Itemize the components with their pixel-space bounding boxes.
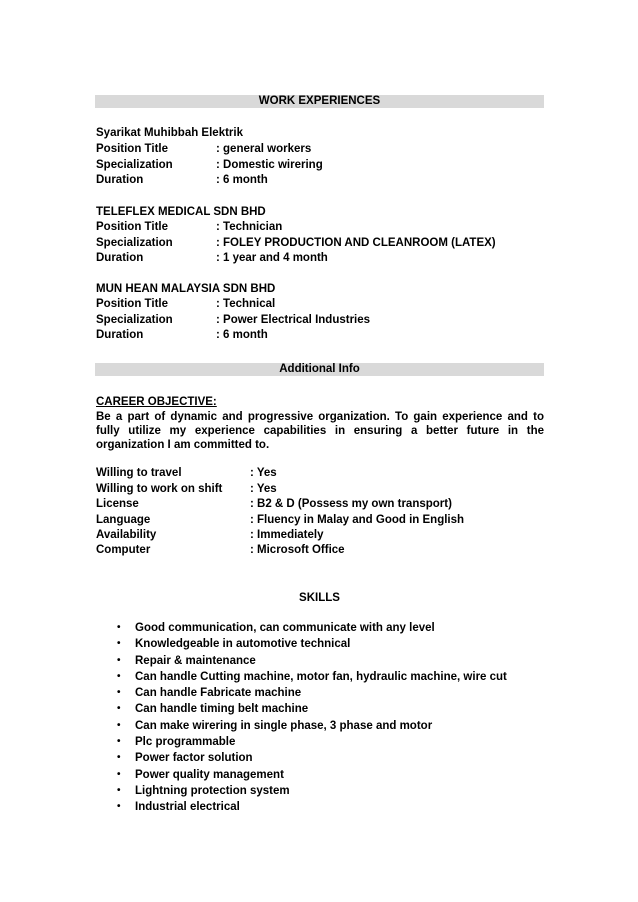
job-1-duration-row <box>96 173 268 187</box>
position-value: : general workers <box>216 143 312 155</box>
work-experiences-title: WORK EXPERIENCES <box>258 95 381 107</box>
additional-info-title: Additional Info <box>279 363 360 375</box>
bullet-icon: • <box>117 703 121 715</box>
list-item: • Power factor solution <box>117 750 507 766</box>
job-1-specialization-row <box>96 158 323 172</box>
job-2-specialization-row <box>96 236 496 250</box>
list-item: • Plc programmable <box>117 734 507 750</box>
bullet-icon: • <box>117 687 121 699</box>
job-2-position-row <box>96 220 283 234</box>
duration-label: Duration <box>96 329 144 341</box>
list-item: • Can handle timing belt machine <box>117 701 507 717</box>
list-item: • Power quality management <box>117 767 507 783</box>
bullet-icon: • <box>117 638 121 650</box>
list-item: • Repair & maintenance <box>117 653 507 669</box>
job-1-position-row <box>96 142 312 156</box>
job-2-duration-row <box>96 251 328 265</box>
bullet-icon: • <box>117 719 121 731</box>
position-label: Position Title <box>96 143 168 155</box>
bullet-icon: • <box>117 801 121 813</box>
bullet-icon: • <box>117 736 121 748</box>
skills-list <box>117 620 507 816</box>
info-row-availability <box>96 528 324 542</box>
info-value: : Fluency in Malay and Good in English <box>250 514 465 526</box>
info-value: : Yes <box>250 483 277 495</box>
specialization-value: : FOLEY PRODUCTION AND CLEANROOM (LATEX) <box>216 237 496 249</box>
info-value: : Yes <box>250 467 277 479</box>
bullet-icon: • <box>117 768 121 780</box>
list-item: • Can make wirering in single phase, 3 phase and motor <box>117 718 507 734</box>
specialization-label: Specialization <box>96 159 173 171</box>
list-item: • Lightning protection system <box>117 783 507 799</box>
info-label: Language <box>96 514 151 526</box>
specialization-value: : Power Electrical Industries <box>216 314 371 326</box>
specialization-label: Specialization <box>96 314 173 326</box>
info-row-shift <box>96 482 277 496</box>
career-objective-text: Be a part of dynamic and progressive organization. To gain experience and to fully utilize my experience capabilities in ensuring a better future in the organization I am committed to. <box>96 411 544 451</box>
work-experiences-header <box>95 95 544 108</box>
bullet-icon: • <box>117 670 121 682</box>
info-label: Willing to travel <box>96 467 182 479</box>
job-3-specialization-row <box>96 313 371 327</box>
job-1-company: Syarikat Muhibbah Elektrik <box>96 127 243 139</box>
career-objective-heading: CAREER OBJECTIVE: <box>96 396 217 408</box>
position-label: Position Title <box>96 221 168 233</box>
list-item: • Can handle Fabricate machine <box>117 685 507 701</box>
position-label: Position Title <box>96 298 168 310</box>
skills-title: SKILLS <box>299 592 340 604</box>
info-row-travel <box>96 466 277 480</box>
info-value: : Microsoft Office <box>250 544 345 556</box>
list-item: • Good communication, can communicate with any level <box>117 620 507 636</box>
bullet-icon: • <box>117 752 121 764</box>
job-3-position-row <box>96 297 276 311</box>
position-value: : Technical <box>216 298 276 310</box>
specialization-value: : Domestic wirering <box>216 159 323 171</box>
duration-value: : 6 month <box>216 174 268 186</box>
info-value: : B2 & D (Possess my own transport) <box>250 498 452 510</box>
job-3-company: MUN HEAN MALAYSIA SDN BHD <box>96 283 276 295</box>
job-3-duration-row <box>96 328 268 342</box>
info-label: License <box>96 498 139 510</box>
position-value: : Technician <box>216 221 283 233</box>
additional-info-header <box>95 363 544 376</box>
info-row-license <box>96 497 452 511</box>
list-item: • Can handle Cutting machine, motor fan, hydraulic machine, wire cut <box>117 669 507 685</box>
info-row-language <box>96 513 465 527</box>
duration-value: : 6 month <box>216 329 268 341</box>
specialization-label: Specialization <box>96 237 173 249</box>
info-value: : Immediately <box>250 529 324 541</box>
info-label: Computer <box>96 544 151 556</box>
info-label: Availability <box>96 529 157 541</box>
info-row-computer <box>96 543 345 557</box>
list-item: • Industrial electrical <box>117 799 507 815</box>
bullet-icon: • <box>117 622 121 633</box>
info-label: Willing to work on shift <box>96 483 223 495</box>
bullet-icon: • <box>117 784 121 796</box>
job-2-company: TELEFLEX MEDICAL SDN BHD <box>96 206 266 218</box>
list-item: • Knowledgeable in automotive technical <box>117 636 507 652</box>
bullet-icon: • <box>117 654 121 666</box>
duration-label: Duration <box>96 174 144 186</box>
duration-value: : 1 year and 4 month <box>216 252 328 264</box>
duration-label: Duration <box>96 252 144 264</box>
